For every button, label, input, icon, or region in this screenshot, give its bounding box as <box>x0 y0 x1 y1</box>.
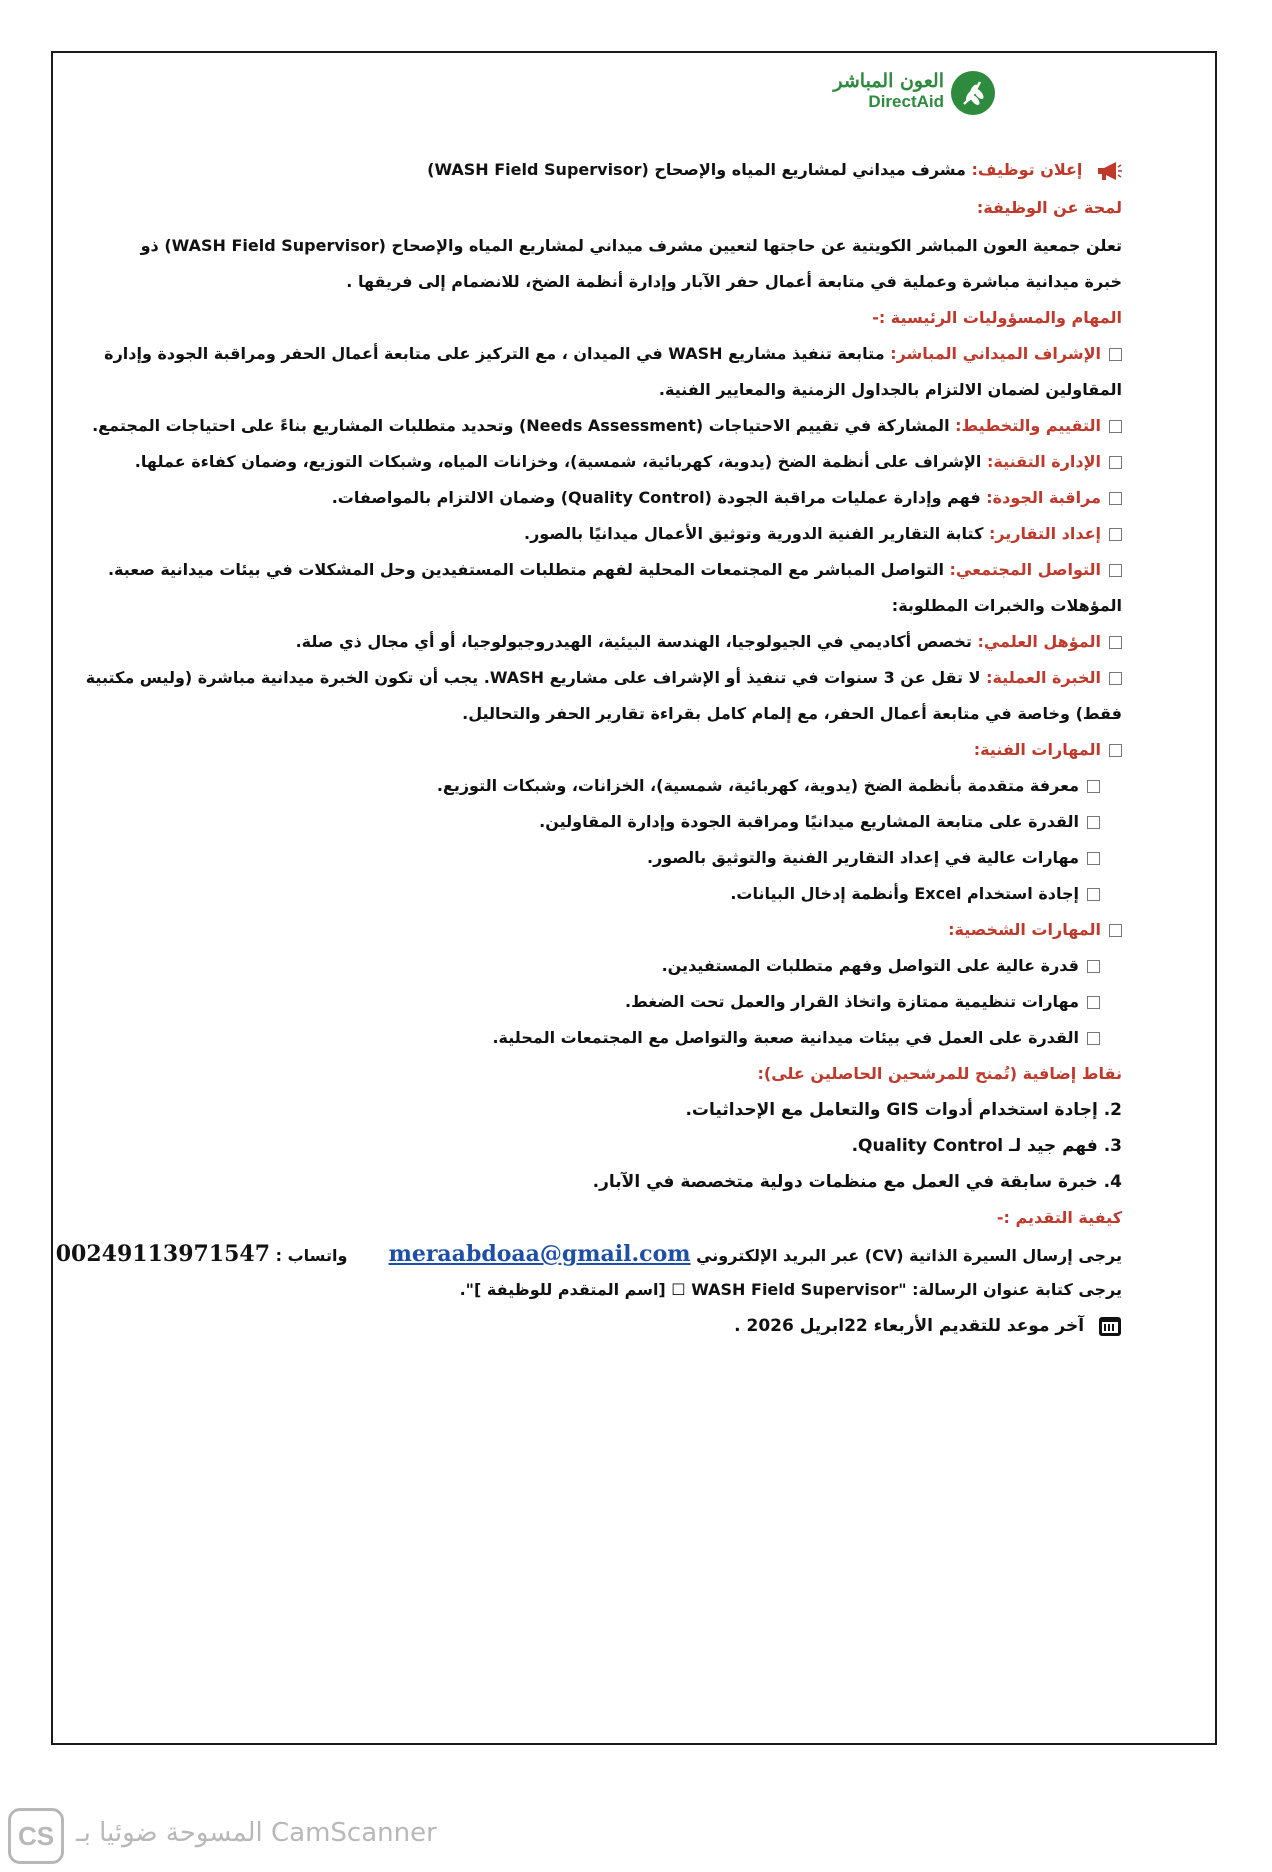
duty-text: كتابة التقارير الفنية الدورية وتوثيق الأعمال ميدانيًا بالصور. <box>524 524 984 543</box>
duty-item <box>107 558 1122 582</box>
apply-title: كيفية التقديم :- <box>996 1208 1122 1227</box>
tech-skill-item <box>160 810 1122 834</box>
logo-arabic-name: العون المباشر <box>833 70 944 92</box>
checkbox-icon <box>1087 996 1100 1009</box>
duty-label: التواصل المجتمعي: <box>949 560 1101 579</box>
checkbox-icon <box>1109 348 1122 361</box>
checkbox-icon <box>1109 456 1122 469</box>
qualifications-title: المؤهلات والخبرات المطلوبة: <box>891 596 1122 615</box>
experience-text: لا تقل عن 3 سنوات في تنفيذ أو الإشراف على مشاريع WASH. يجب أن تكون الخبرة ميدانية مباشرة (وليس مكتبية <box>85 668 981 687</box>
personal-skills-heading <box>160 918 1122 942</box>
checkbox-icon <box>1109 744 1122 757</box>
logo-english-name: DirectAid <box>868 92 944 111</box>
tech-skill-text: القدرة على متابعة المشاريع ميدانيًا ومراقبة الجودة وإدارة المقاولين. <box>539 812 1079 831</box>
experience-continuation: فقط) وخاصة في متابعة أعمال الحفر، مع إلمام كامل بقراءة تقارير الحفر والتحاليل. <box>462 704 1122 723</box>
deadline-text: آخر موعد للتقديم الأربعاء 22ابريل 2026 . <box>734 1316 1085 1336</box>
megaphone-icon <box>1096 160 1122 182</box>
calendar-icon <box>1098 1315 1122 1337</box>
duty-text: فهم وإدارة عمليات مراقبة الجودة (Quality Control) وضمان الالتزام بالمواصفات. <box>331 488 981 507</box>
camscanner-text: المسوحة ضوئيا بـ CamScanner <box>76 1818 437 1848</box>
camscanner-watermark <box>8 1808 468 1862</box>
degree-item <box>160 630 1122 654</box>
tech-skill-item <box>160 774 1122 798</box>
announcement-text: مشرف ميداني لمشاريع المياه والإصحاح (WASH Field Supervisor) <box>427 160 966 179</box>
duty-label: التقييم والتخطيط: <box>955 416 1101 435</box>
experience-item <box>85 666 1122 690</box>
duty-item <box>134 450 1122 474</box>
checkbox-icon <box>1109 564 1122 577</box>
camscanner-badge: CS <box>8 1808 64 1864</box>
duty-label: الإشراف الميداني المباشر: <box>890 344 1101 363</box>
tech-skill-item <box>160 846 1122 870</box>
extra-item: 2. إجادة استخدام أدوات GIS والتعامل مع الإحداثيات. <box>685 1100 1122 1120</box>
checkbox-icon <box>1087 1032 1100 1045</box>
apply-subject-line: يرجى كتابة عنوان الرسالة: "WASH Field Supervisor ☐ [اسم المتقدم للوظيفة ]". <box>459 1280 1122 1299</box>
checkbox-icon <box>1087 888 1100 901</box>
tech-skill-item <box>160 882 1122 906</box>
extras-title: نقاط إضافية (تُمنح للمرشحين الحاصلين على): <box>757 1064 1122 1083</box>
personal-skill-text: قدرة عالية على التواصل وفهم متطلبات المستفيدين. <box>661 956 1079 975</box>
checkbox-icon <box>1109 924 1122 937</box>
duty-text: المشاركة في تقييم الاحتياجات (Needs Assessment) وتحديد متطلبات المشاريع بناءً على احتياجات المجتمع. <box>92 416 950 435</box>
overview-line-1: تعلن جمعية العون المباشر الكويتية عن حاجتها لتعيين مشرف ميداني لمشاريع المياه والإصحاح (WASH Field Supervisor) ذو <box>140 236 1122 255</box>
tech-skill-text: إجادة استخدام Excel وأنظمة إدخال البيانات. <box>730 884 1079 903</box>
checkbox-icon <box>1109 492 1122 505</box>
tech-skills-title: المهارات الفنية: <box>973 740 1101 759</box>
checkbox-icon <box>1087 780 1100 793</box>
duties-title: المهام والمسؤوليات الرئيسية :- <box>872 308 1122 327</box>
duty-item <box>104 342 1122 366</box>
tech-skills-heading <box>160 738 1122 762</box>
personal-skill-item <box>160 990 1122 1014</box>
personal-skill-item <box>160 1026 1122 1050</box>
email-link[interactable]: meraabdoaa@gmail.com <box>388 1241 691 1267</box>
checkbox-icon <box>1109 672 1122 685</box>
checkbox-icon <box>1109 528 1122 541</box>
checkbox-icon <box>1087 816 1100 829</box>
tech-skill-text: معرفة متقدمة بأنظمة الضخ (يدوية، كهربائية، شمسية)، الخزانات، وشبكات التوزيع. <box>436 776 1079 795</box>
checkbox-icon <box>1087 852 1100 865</box>
duty-text: متابعة تنفيذ مشاريع WASH في الميدان ، مع التركيز على متابعة أعمال الحفر ومراقبة الجودة وإدارة <box>104 344 885 363</box>
experience-label: الخبرة العملية: <box>986 668 1101 687</box>
checkbox-icon <box>1109 636 1122 649</box>
directaid-logo <box>833 68 996 118</box>
whatsapp-number: 00249113971547 <box>55 1241 271 1267</box>
personal-skill-item <box>160 954 1122 978</box>
personal-skills-title: المهارات الشخصية: <box>948 920 1101 939</box>
personal-skill-text: مهارات تنظيمية ممتازة واتخاذ القرار والعمل تحت الضغط. <box>625 992 1079 1011</box>
checkbox-icon <box>1109 420 1122 433</box>
duty-label: مراقبة الجودة: <box>986 488 1101 507</box>
wheat-leaf-icon <box>950 70 996 116</box>
duty-item-continuation: المقاولين لضمان الالتزام بالجداول الزمنية والمعايير الفنية. <box>658 380 1122 399</box>
apply-send-line <box>55 1241 1122 1268</box>
duty-item <box>160 486 1122 510</box>
duty-item <box>160 522 1122 546</box>
duty-text: الإشراف على أنظمة الضخ (يدوية، كهربائية، شمسية)، وخزانات المياه، وشبكات التوزيع، وضمان كفاءة عملها. <box>134 452 982 471</box>
duty-label: الإدارة التقنية: <box>986 452 1101 471</box>
deadline-line <box>160 1314 1122 1338</box>
extra-item: 4. خبرة سابقة في العمل مع منظمات دولية متخصصة في الآبار. <box>592 1172 1122 1192</box>
announcement-label: إعلان توظيف: <box>971 160 1083 179</box>
duty-text: التواصل المباشر مع المجتمعات المحلية لفهم متطلبات المستفيدين وحل المشكلات في بيئات ميدانية صعبة. <box>107 560 944 579</box>
duty-label: إعداد التقارير: <box>988 524 1101 543</box>
tech-skill-text: مهارات عالية في إعداد التقارير الفنية والتوثيق بالصور. <box>647 848 1079 867</box>
personal-skill-text: القدرة على العمل في بيئات ميدانية صعبة والتواصل مع المجتمعات المحلية. <box>492 1028 1079 1047</box>
announcement-heading <box>160 158 1122 182</box>
duty-item <box>92 414 1122 438</box>
apply-send-text: يرجى إرسال السيرة الذاتية (CV) عبر البريد الإلكتروني <box>696 1246 1122 1265</box>
overview-title: لمحة عن الوظيفة: <box>976 198 1122 217</box>
degree-label: المؤهل العلمي: <box>977 632 1101 651</box>
degree-text: تخصص أكاديمي في الجيولوجيا، الهندسة البيئية، الهيدروجيولوجيا، أو أي مجال ذي صلة. <box>295 632 972 651</box>
whatsapp-label: واتساب : <box>275 1246 348 1265</box>
extra-item: 3. فهم جيد لـ Quality Control. <box>851 1136 1122 1156</box>
checkbox-icon <box>1087 960 1100 973</box>
overview-line-2: خبرة ميدانية مباشرة وعملية في متابعة أعمال حفر الآبار وإدارة أنظمة الضخ، للانضمام إلى فريقها . <box>346 272 1122 291</box>
